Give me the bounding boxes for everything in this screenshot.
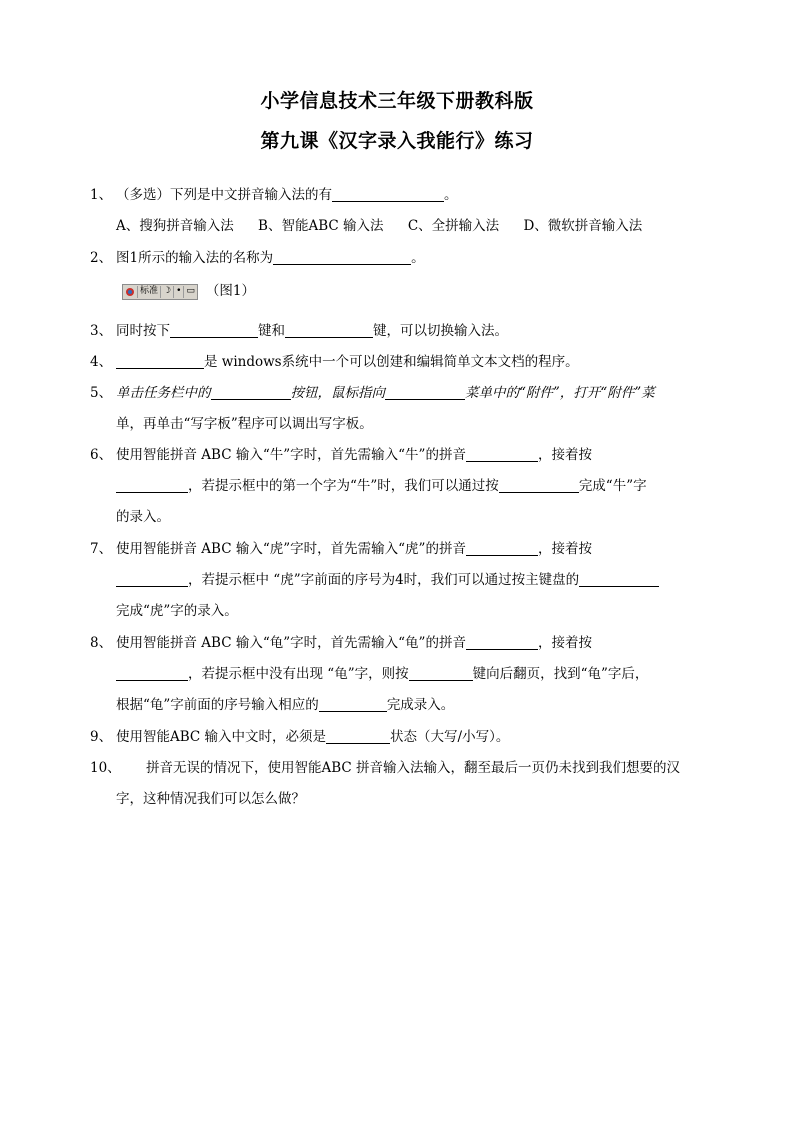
answer-blank[interactable]: [170, 321, 258, 338]
question-number: 9、: [90, 729, 113, 745]
answer-blank[interactable]: [273, 248, 411, 265]
question-number: 1、: [90, 187, 113, 203]
answer-blank[interactable]: [579, 570, 659, 587]
options-row: [116, 211, 704, 242]
question-number: 4、: [90, 354, 113, 370]
question-number: 6、: [90, 447, 113, 463]
answer-blank[interactable]: [116, 352, 204, 369]
question-5: 5、 单击任务栏中的 按钮，鼠标指向 菜单中的“附件”，打开“附件”菜 单，再单击“写字板”程序可以调出写字板。: [90, 378, 704, 440]
question-7: 7、 使用智能拼音 ABC 输入“虎”字时，首先需输入“虎”的拼音 ，接着按 ，若提示框中 “虎”字前面的序号为4时，我们可以通过按主键盘的 完成“虎”字的录入。: [90, 534, 704, 627]
ime-mode-label: 标准: [138, 286, 161, 298]
answer-blank[interactable]: [116, 664, 188, 681]
question-9: 9、 使用智能ABC 输入中文时，必须是 状态（大写/小写）。: [90, 722, 704, 753]
option-c: C、全拼输入法: [407, 218, 500, 234]
option-a: A、搜狗拼音输入法: [116, 218, 234, 234]
question-number: 10、: [90, 760, 121, 776]
dot-icon: •: [174, 286, 184, 298]
question-number: 5、: [90, 385, 113, 401]
answer-blank[interactable]: [385, 383, 465, 400]
question-3: 3、 同时按下 键和 键，可以切换输入法。: [90, 316, 704, 347]
answer-blank[interactable]: [326, 727, 390, 744]
option-b: B、智能ABC 输入法: [258, 218, 384, 234]
question-number: 2、: [90, 250, 113, 266]
answer-blank[interactable]: [285, 321, 373, 338]
answer-blank[interactable]: [466, 539, 538, 556]
question-number: 3、: [90, 323, 113, 339]
question-text: （多选）下列是中文拼音输入法的有: [116, 187, 332, 203]
answer-blank[interactable]: [116, 570, 188, 587]
ime-status-bar-image: [122, 284, 198, 300]
answer-blank[interactable]: [332, 185, 444, 202]
option-d: D、微软拼音输入法: [523, 218, 643, 234]
keyboard-icon: ▭: [186, 286, 195, 296]
figure-1-row: [90, 276, 704, 307]
answer-blank[interactable]: [319, 695, 387, 712]
answer-blank[interactable]: [499, 476, 579, 493]
question-2: 2、 图1所示的输入法的名称为 。: [90, 243, 704, 274]
question-8: 8、 使用智能拼音 ABC 输入“龟”字时，首先需输入“龟”的拼音 ，接着按 ，若提示框中没有出现 “龟”字，则按 键向后翻页，找到“龟”字后， 根据“龟”字前面的序号输入相应的 完成录入。: [90, 628, 704, 721]
answer-blank[interactable]: [116, 476, 188, 493]
question-10: 10、 拼音无误的情况下，使用智能ABC 拼音输入法输入，翻至最后一页仍未找到我们想要的汉 字，这种情况我们可以怎么做？: [90, 753, 704, 815]
answer-blank[interactable]: [466, 445, 538, 462]
question-text: 图1所示的输入法的名称为: [116, 250, 274, 266]
question-number: 8、: [90, 635, 113, 651]
question-4: 4、 是 windows系统中一个可以创建和编辑简单文本文档的程序。: [90, 347, 704, 378]
document-subtitle: 第九课《汉字录入我能行》练习: [260, 130, 534, 152]
question-1: 1、 （多选）下列是中文拼音输入法的有 。 A、搜狗拼音输入法 B、智能ABC 输入法 C、全拼输入法 D、微软拼音输入法: [90, 180, 704, 242]
question-number: 7、: [90, 541, 113, 557]
ime-logo-icon: [123, 286, 138, 298]
moon-icon: ☽: [161, 286, 174, 298]
answer-blank[interactable]: [409, 664, 473, 681]
question-6: 6、 使用智能拼音 ABC 输入“牛”字时，首先需输入“牛”的拼音 ，接着按 ，若提示框中的第一个字为“牛”时，我们可以通过按 完成“牛”字 的录入。: [90, 440, 704, 533]
document-title: 小学信息技术三年级下册教科版: [260, 90, 534, 112]
answer-blank[interactable]: [466, 633, 538, 650]
answer-blank[interactable]: [211, 383, 291, 400]
figure-caption: （图1）: [205, 283, 256, 299]
